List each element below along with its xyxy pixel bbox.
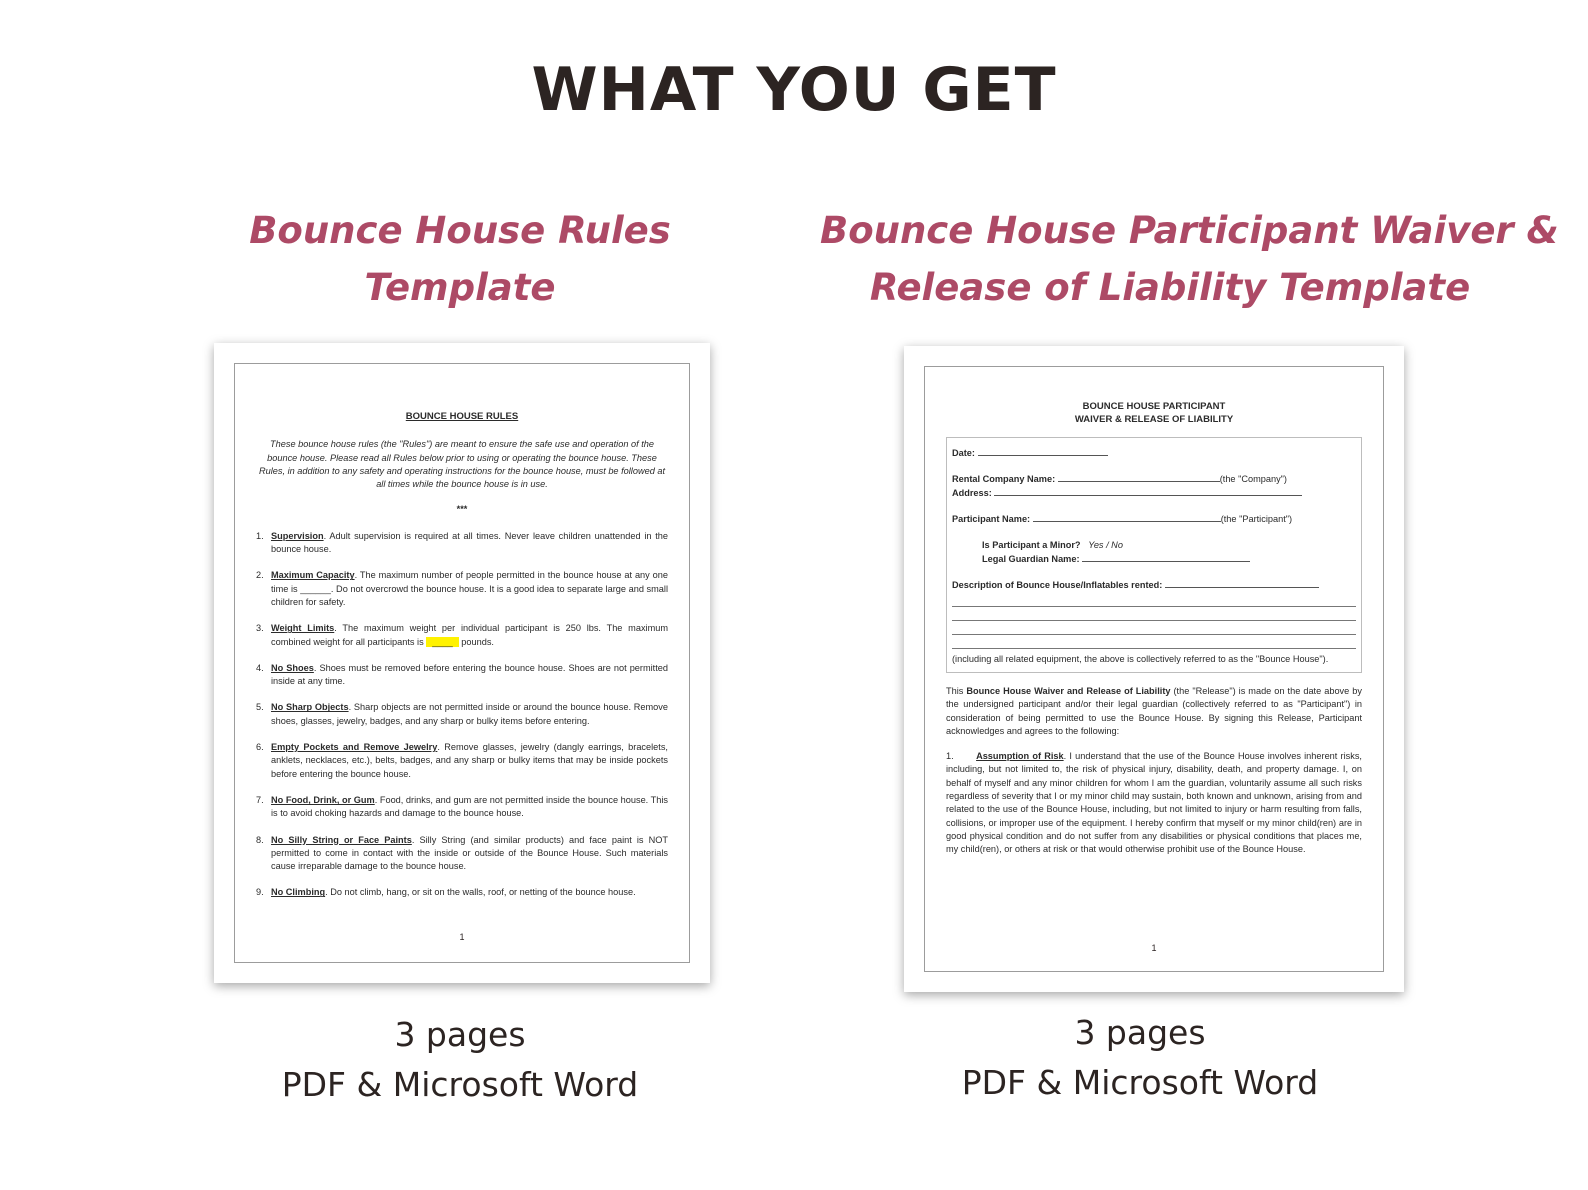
rule-title: No Sharp Objects (271, 702, 349, 713)
address-field[interactable] (994, 486, 1302, 496)
description-field[interactable] (1165, 578, 1319, 588)
waiver-footer (880, 1008, 1400, 1108)
rule-text (271, 834, 668, 874)
equipment-note: (including all related equipment, the above is collectively referred to as the "Bounce House"). (952, 653, 1329, 664)
rule-text (271, 701, 668, 728)
rule-item (256, 701, 668, 728)
description-line[interactable] (952, 621, 1356, 635)
date-row (952, 446, 1356, 460)
minor-row (982, 539, 1356, 552)
rule-body: . The maximum weight per individual participant is 250 lbs. The maximum combined weight for all participants is (271, 623, 668, 647)
guardian-field[interactable] (1082, 552, 1250, 562)
rules-formats: PDF & Microsoft Word (281, 1065, 639, 1104)
date-field[interactable] (978, 446, 1108, 456)
rule-body: . Adult supervision is required at all times. Never leave children unattended in the bounce house. (271, 530, 668, 555)
waiver-template-title (820, 202, 1559, 316)
rule-body: . Remove glasses, jewelry (dangly earrings, bracelets, anklets, necklaces, etc.), belts, badges, and any sharp or bulky items that may be inside pockets before entering the bounce house. (271, 742, 668, 779)
rule-item (256, 622, 668, 649)
rules-doc-separator: *** (456, 504, 468, 515)
rules-footer (200, 1010, 720, 1110)
rule-text (271, 886, 668, 899)
description-line[interactable] (952, 635, 1356, 649)
rule-title: Supervision (271, 530, 324, 541)
rule-text (271, 530, 668, 557)
rule-body: . Sharp objects are not permitted inside or around the bounce house. Remove shoes, glasses, jewelry, badges, and any sharp or bulky items before entering. (271, 702, 668, 726)
participant-label: Participant Name: (952, 514, 1031, 525)
rule-item (256, 834, 668, 874)
rule-text (271, 662, 668, 689)
rule-text (271, 569, 668, 609)
address-row (952, 486, 1356, 500)
waiver-doc-page-number: 1 (1151, 943, 1157, 953)
company-row (952, 472, 1356, 486)
rule-item (256, 741, 668, 781)
rules-title-line2: Template (364, 266, 556, 309)
company-block (952, 472, 1356, 501)
release-intro-pre: This (946, 685, 967, 696)
rules-doc-intro: These bounce house rules (the "Rules") are meant to ensure the safe use and operation of the bounce house. Please read all Rules below prior to using or operating the bounce house. These Rules, in addition to any safety and operating instructions for the bounce house, must be followed at all times while the bounce house is in use. (258, 439, 666, 490)
rule-title: Empty Pockets and Remove Jewelry (271, 742, 438, 753)
rule-text (271, 622, 668, 649)
waiver-document-content (946, 400, 1362, 857)
rule-title: Maximum Capacity (271, 570, 355, 581)
rule-number: 6. (256, 742, 264, 753)
rule-title: No Food, Drink, or Gum (271, 794, 375, 805)
rule-number: 3. (256, 623, 264, 634)
rule-number: 9. (256, 887, 264, 898)
rule-title: No Climbing (271, 887, 326, 898)
rule-number: 1. (256, 530, 264, 541)
rule-text (271, 794, 668, 821)
rule-item (256, 530, 668, 557)
description-label: Description of Bounce House/Inflatables rented: (952, 580, 1163, 591)
participant-field[interactable] (1033, 512, 1221, 522)
waiver-heading-line2: WAIVER & RELEASE OF LIABILITY (1074, 414, 1234, 426)
clause-text: . I understand that the use of the Bounce House involves inherent risks, including, but not limited to, the risk of physical injury, disability, death, and property damage. I, on behalf of myself and any minor children for whom I am the guardian, voluntarily assume all such risks regardless of severity that I or my minor child may sustain, both known and unknown, arising from and related to the use of the Bounce House, including, but not limited to injury or harm resulting from falls, collisions, or improper use of the equipment. I hereby confirm that myself or my minor child(ren) are in good physical condition and do not suffer from any disabilities or physical conditions that places me, my child(ren), or others at risk or that would otherwise prohibit use of the Bounce House. (946, 751, 1362, 855)
rule-title: No Silly String or Face Paints (271, 834, 412, 845)
rule-item (256, 569, 668, 609)
rule-body-end: pounds. (458, 636, 494, 647)
minor-block (982, 539, 1356, 567)
rule-number: 5. (256, 702, 264, 713)
description-row (952, 578, 1356, 592)
rules-document-content (256, 410, 668, 900)
date-label: Date: (952, 447, 975, 458)
rule-highlight: ____ (426, 637, 458, 647)
waiver-formats: PDF & Microsoft Word (961, 1063, 1319, 1102)
participant-suffix: (the "Participant") (1220, 514, 1293, 525)
waiver-doc-heading (946, 400, 1362, 427)
waiver-heading-line1: BOUNCE HOUSE PARTICIPANT (1082, 401, 1226, 412)
guardian-label: Legal Guardian Name: (982, 554, 1080, 565)
participant-row (952, 512, 1356, 526)
rules-document-preview (214, 343, 710, 983)
rule-item (256, 794, 668, 821)
clause-title: Assumption of Risk (976, 751, 1064, 762)
rules-list (256, 530, 668, 900)
release-intro-post: (the "Release") is made on the date above by the undersigned participant and/or their legal guardian (collectively referred to as "Participant") in consideration of being permitted to use the Bounce House. By signing this Release, Participant acknowledges and agrees to the following: (946, 685, 1362, 736)
waiver-title-line2: Release of Liability Template (869, 266, 1471, 309)
rule-item (256, 886, 668, 899)
waiver-page-count: 3 pages (1074, 1013, 1206, 1052)
company-field[interactable] (1058, 472, 1220, 482)
company-suffix: (the "Company") (1219, 473, 1287, 484)
rule-body: . Do not climb, hang, or sit on the walls, roof, or netting of the bounce house. (325, 887, 636, 898)
rule-item (256, 662, 668, 689)
description-line[interactable] (952, 607, 1356, 621)
release-intro-bold: Bounce House Waiver and Release of Liability (966, 685, 1171, 696)
minor-label: Is Participant a Minor? (982, 539, 1081, 550)
rule-body: . The maximum number of people permitted in the bounce house at any one time is ______. Do not overcrowd the bounce house. It is a good idea to separate large and small children for safety. (271, 570, 668, 607)
waiver-document-preview (904, 346, 1404, 992)
rules-doc-heading: BOUNCE HOUSE RULES (405, 411, 519, 422)
rules-doc-page-number: 1 (459, 932, 465, 942)
rule-number: 7. (256, 794, 264, 805)
release-intro (946, 685, 1362, 738)
rule-body: . Shoes must be removed before entering the bounce house. Shoes are not permitted inside at any time. (271, 662, 668, 687)
rules-title-line1: Bounce House Rules (249, 209, 671, 252)
rule-number: 2. (256, 570, 264, 581)
rule-body: . Silly String (and similar products) and face paint is NOT permitted to come in contact with the inside or outside of the Bounce House. Such materials cause irreparable damage to the bounce house. (271, 834, 668, 872)
rule-number: 4. (256, 662, 264, 673)
waiver-form-box (946, 437, 1362, 673)
rule-body: . Food, drinks, and gum are not permitted inside the bounce house. This is to avoid choking hazards and damage to the bounce house. (271, 794, 668, 819)
rules-page-count: 3 pages (394, 1015, 526, 1054)
address-label: Address: (952, 488, 992, 499)
assumption-of-risk-clause (946, 750, 1362, 856)
rules-template-title (200, 202, 720, 316)
page-title: WHAT YOU GET (531, 55, 1057, 125)
rule-text (271, 741, 668, 781)
description-line[interactable] (952, 593, 1356, 607)
rule-title: No Shoes (271, 662, 314, 673)
clause-number: 1. (946, 751, 954, 762)
waiver-title-line1: Bounce House Participant Waiver & (820, 209, 1559, 252)
minor-options[interactable]: Yes / No (1088, 539, 1123, 550)
rule-title: Weight Limits (271, 623, 335, 634)
guardian-row (982, 552, 1356, 566)
rule-number: 8. (256, 834, 264, 845)
company-label: Rental Company Name: (952, 473, 1056, 484)
